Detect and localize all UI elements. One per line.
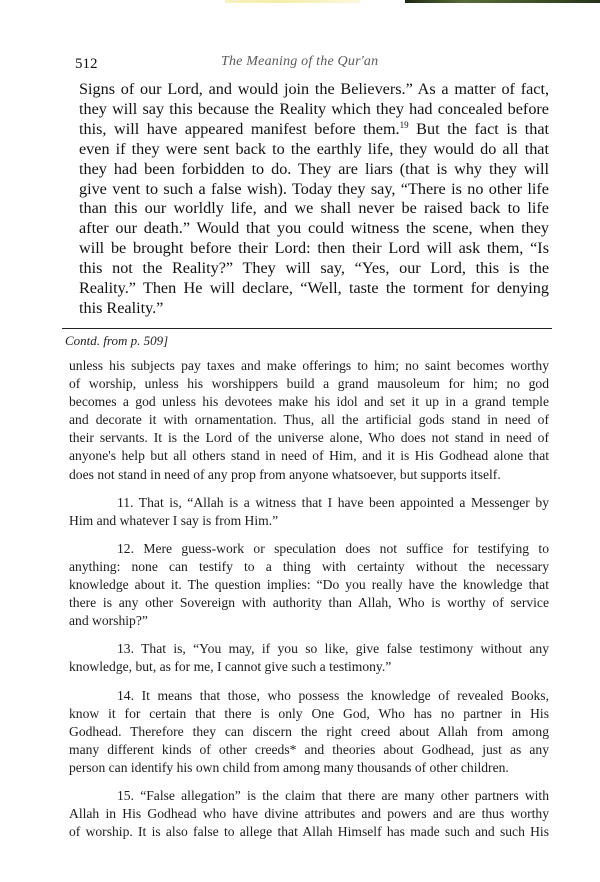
note-spacer [69, 484, 549, 494]
main-text-line: even if they were sent back to the earthly life, they would do all that [79, 139, 549, 158]
continued-label: Contd. from p. 509] [65, 333, 169, 348]
main-text-line-head: this, will have appeared manifest before them. [79, 119, 400, 138]
footnote-line: there is any other Sovereign with authority than Allah, Who is worthy of service [69, 595, 549, 611]
footnote-line: 15. “False allegation” is the claim that there are many other partners with [117, 787, 549, 803]
note-spacer [69, 677, 549, 687]
note-spacer [69, 777, 549, 787]
footnote-line: know it for certain that there is only One God, Who has no partner in His [69, 705, 549, 721]
main-text-line: Reality.” Then He will declare, “Well, taste the torment for denying [79, 279, 549, 298]
footnote-line: and worship?” [69, 613, 148, 629]
footnote-line: person can identify his own child from among many thousands of other children. [69, 759, 509, 775]
note-spacer [69, 630, 549, 640]
footnote-14 [69, 687, 549, 777]
footnote-line: Godhead. Therefore they can discern the right creed about Allah from among [69, 723, 549, 739]
footnote-line: many different kinds of other creeds* and theories about Godhead, just as any [69, 741, 549, 757]
footnote-line: becomes a god unless his devotees make his idol and set it up in a grand temple [69, 394, 549, 410]
main-text [79, 80, 549, 319]
footnote-line: knowledge, but, as for me, I cannot give such a testimony.” [69, 659, 392, 675]
main-text-line: give vent to such a false wish). Today they say, “There is no other life [79, 179, 549, 198]
footnote-reference[interactable]: 19 [399, 119, 409, 130]
main-text-line: they had been forbidden to do. They are liars (that is why they will [79, 159, 549, 178]
footnote-line: 12. Mere guess-work or speculation does not suffice for testifying to [117, 540, 549, 556]
main-text-line: than this our worldly life, and we shall never be raised back to life [79, 199, 549, 218]
footnote-line: 14. It means that those, who possess the knowledge of revealed Books, [117, 687, 549, 703]
footnote-line: Allah in His Godhead who have divine attributes and powers and are thus worthy [69, 806, 549, 822]
main-text-line: this Reality.” [79, 298, 164, 317]
footnote-line: their servants. It is the Lord of the universe alone, Who does not stand in need of [69, 430, 549, 446]
scan-edge-dark-segment [405, 0, 600, 3]
footnote-line: of worship, unless his worshippers build a grand mausoleum for him; no god [69, 376, 549, 392]
footnote-line: 11. That is, “Allah is a witness that I have been appointed a Messenger by [117, 494, 549, 510]
running-title: The Meaning of the Qur'an [221, 54, 379, 69]
main-text-line: Signs of our Lord, and would join the Believers.” As a matter of fact, [79, 80, 549, 98]
footnote-continuation [69, 357, 549, 484]
main-text-line: this not the Reality?” They will say, “Yes, our Lord, this is the [79, 259, 549, 278]
scan-edge-light-segment [225, 0, 360, 3]
page-number: 512 [75, 56, 98, 72]
page-header [75, 54, 565, 78]
footnote-line: anything: none can testify to a thing with certainty without the necessary [69, 558, 549, 574]
main-text-line: after our death.” Would that you could witness the scene, when they [79, 219, 549, 238]
footnote-line: knowledge about it. The question implies: “Do you really have the knowledge that [69, 577, 549, 593]
main-text-line: they will say this because the Reality which they had concealed before [79, 99, 549, 118]
footnote-divider [62, 328, 552, 329]
footnote-13 [69, 640, 549, 676]
footnote-line: 13. That is, “You may, if you so like, give false testimony without any [117, 641, 549, 657]
footnote-line: unless his subjects pay taxes and make offerings to him; no saint becomes worthy [69, 358, 549, 373]
scan-edge-artifact [0, 0, 600, 4]
main-text-line-tail: But the fact is that [408, 119, 550, 138]
footnote-line: and decorate it with ornamentation. Thus, all the artificial gods stand in need of [69, 412, 549, 428]
footnotes [69, 357, 549, 841]
note-spacer [69, 530, 549, 540]
footnote-line: anyone's help but all others stand in need of Him, and it is His Godhead alone that [69, 448, 549, 464]
footnote-11 [69, 494, 549, 530]
footnote-line: of worship. It is also false to allege that Allah Himself has made such and such His [69, 824, 549, 840]
main-text-line [79, 120, 549, 140]
footnote-line: Him and whatever I say is from Him.” [69, 512, 279, 528]
footnote-15 [69, 787, 549, 841]
main-text-line: will be brought before their Lord: then their Lord will ask them, “Is [79, 239, 549, 258]
footnote-12 [69, 540, 549, 630]
footnote-line: does not stand in need of any prop from anyone whatsoever, but supports itself. [69, 466, 501, 482]
